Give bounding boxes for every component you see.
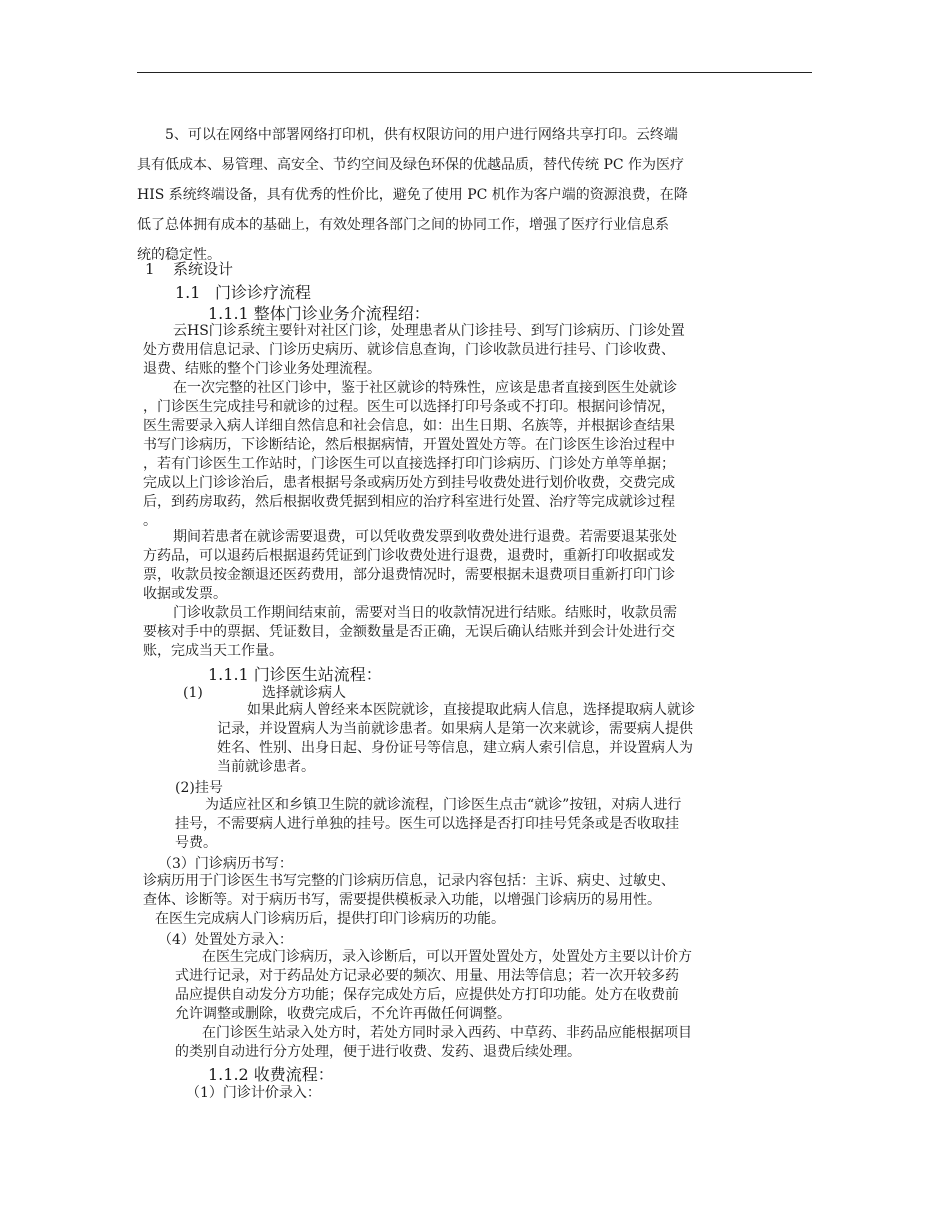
text-line: 为适应社区和乡镇卫生院的就诊流程，门诊医生点击“就诊”按钮，对病人进行 — [205, 797, 682, 813]
text-line: 统的稳定性。 — [137, 247, 221, 263]
text-line: 品应提供自动发分方功能；保存完成处方后，应提供处方打印功能。处方在收费前 — [175, 987, 679, 1003]
text-line: 在一次完整的社区门诊中，鉴于社区就诊的特殊性，应该是患者直接到医生处就诊 — [173, 380, 677, 396]
section-title: 系统设计 — [173, 260, 234, 278]
text-line: 书写门诊病历，下诊断结论，然后根据病情，开置处置处方等。在门诊医生诊治过程中 — [143, 437, 675, 453]
overview-paragraph-4 — [143, 604, 677, 661]
doctor-item-4-title: （4）处置处方录入： — [158, 932, 293, 948]
section-heading-1-1-1: 1.1.1 整体门诊业务介流程绍： — [208, 304, 430, 323]
text-line: 记录，并设置病人为当前就诊患者。如果病人是第一次来就诊，需要病人提供 — [217, 721, 693, 737]
text-line: 允许调整或删除，收费完成后，不允许再做任何调整。 — [175, 1006, 511, 1022]
doctor-item-2-title: (2)挂号 — [175, 780, 223, 796]
text-line: 方药品，可以退药后根据退药凭证到门诊收费处进行退费，退费时，重新打印收据或发 — [143, 548, 675, 564]
text-line: 低了总体拥有成本的基础上，有效处理各部门之间的协同工作，增强了医疗行业信息系 — [137, 217, 669, 233]
text-line: 挂号，不需要病人进行单独的挂号。医生可以选择是否打印挂号凭条或是否收取挂 — [175, 816, 679, 832]
text-line: 账，完成当天工作量。 — [143, 643, 283, 659]
section-number: 1 — [145, 260, 155, 278]
doctor-item-3-body — [143, 872, 675, 929]
text-line: 完成以上门诊诊治后，患者根据号条或病历处方到挂号收费处进行划价收费，交费完成 — [143, 475, 675, 491]
text-line: 在医生完成病人门诊病历后，提供打印门诊病历的功能。 — [155, 911, 505, 927]
text-line: 5、可以在网络中部署网络打印机，供有权限访问的用户进行网络共享打印。云终端 — [137, 127, 678, 143]
text-line: HIS 系统终端设备，具有优秀的性价比，避免了使用 PC 机作为客户端的资源浪费，在降 — [137, 187, 688, 203]
text-line: ，若有门诊医生工作站时，门诊医生可以直接选择打印门诊病历、门诊处方单等单据； — [143, 456, 675, 472]
text-line: 号费。 — [175, 835, 217, 851]
overview-paragraph-1 — [143, 322, 685, 379]
doctor-item-1-body — [217, 701, 695, 777]
text-line: 查体、诊断等。对于病历书写，需要提供模板录入功能，以增强门诊病历的易用性。 — [143, 892, 661, 908]
billing-item-1-title: （1）门诊计价录入： — [186, 1085, 321, 1101]
text-line: 后，到药房取药，然后根据收费凭据到相应的治疗科室进行处置、治疗等完成就诊过程 — [143, 494, 675, 510]
text-line: 诊病历用于门诊医生书写完整的门诊病历信息，记录内容包括：主诉、病史、过敏史、 — [143, 873, 675, 889]
text-line: 收据或发票。 — [143, 586, 227, 602]
item-title: 选择就诊病人 — [262, 685, 346, 701]
text-line: 票，收款员按金额退还医药费用，部分退费情况时，需要根据未退费项目重新打印门诊 — [143, 567, 675, 583]
text-line: 姓名、性别、出身日起、身份证号等信息，建立病人索引信息，并设置病人为 — [217, 740, 693, 756]
doctor-item-2-body — [175, 796, 681, 853]
header-rule — [137, 72, 812, 73]
doctor-item-3-title: （3）门诊病历书写： — [158, 856, 293, 872]
section-heading-1 — [145, 258, 233, 279]
doctor-station-heading: 1.1.1 门诊医生站流程： — [208, 665, 382, 684]
text-line: 如果此病人曾经来本医院就诊，直接提取此病人信息，选择提取病人就诊 — [247, 702, 695, 718]
text-line: 的类别自动进行分方处理，便于进行收费、发药、退费后续处理。 — [175, 1044, 581, 1060]
overview-paragraph-3 — [143, 528, 677, 604]
text-line: ，门诊医生完成挂号和就诊的过程。医生可以选择打印号条或不打印。根据问诊情况， — [143, 399, 675, 415]
text-line: 具有低成本、易管理、高安全、节约空间及绿色环保的优越品质，替代传统 PC 作为医疗 — [137, 157, 685, 173]
text-line: 要核对手中的票据、凭证数目，金额数量是否正确，无误后确认结账并到会计处进行交 — [143, 624, 675, 640]
text-line: 在门诊医生站录入处方时，若处方同时录入西药、中草药、非药品应能根据项目 — [202, 1025, 692, 1041]
section-title: 门诊诊疗流程 — [215, 283, 312, 302]
billing-heading: 1.1.2 收费流程： — [208, 1065, 334, 1084]
text-line: 处方费用信息记录、门诊历史病历、就诊信息查询，门诊收款员进行挂号、门诊收费、 — [143, 342, 675, 358]
section-heading-1-1 — [175, 280, 311, 303]
overview-paragraph-2 — [143, 379, 677, 531]
section-number: 1.1 — [175, 283, 201, 302]
text-line: 云HS门诊系统主要针对社区门诊，处理患者从门诊挂号、到写门诊病历、门诊处置 — [173, 323, 685, 339]
doctor-item-4-body — [175, 948, 692, 1062]
text-line: 期间若患者在就诊需要退费，可以凭收费发票到收费处进行退费。若需要退某张处 — [173, 529, 677, 545]
text-line: 式进行记录，对于药品处方记录必要的频次、用量、用法等信息；若一次开较多药 — [175, 968, 679, 984]
item-number: (1) — [183, 685, 203, 701]
doctor-item-1-title — [183, 682, 346, 702]
text-line: 。 — [143, 513, 157, 529]
text-line: 在医生完成门诊病历，录入诊断后，可以开置处置处方，处置处方主要以计价方 — [202, 949, 692, 965]
text-line: 当前就诊患者。 — [217, 759, 315, 775]
text-line: 退费、结账的整个门诊业务处理流程。 — [143, 361, 381, 377]
intro-paragraph — [137, 120, 812, 270]
text-line: 门诊收款员工作期间结束前，需要对当日的收款情况进行结账。结账时，收款员需 — [173, 605, 677, 621]
text-line: 医生需要录入病人详细自然信息和社会信息，如：出生日期、名族等，并根据诊查结果 — [143, 418, 675, 434]
